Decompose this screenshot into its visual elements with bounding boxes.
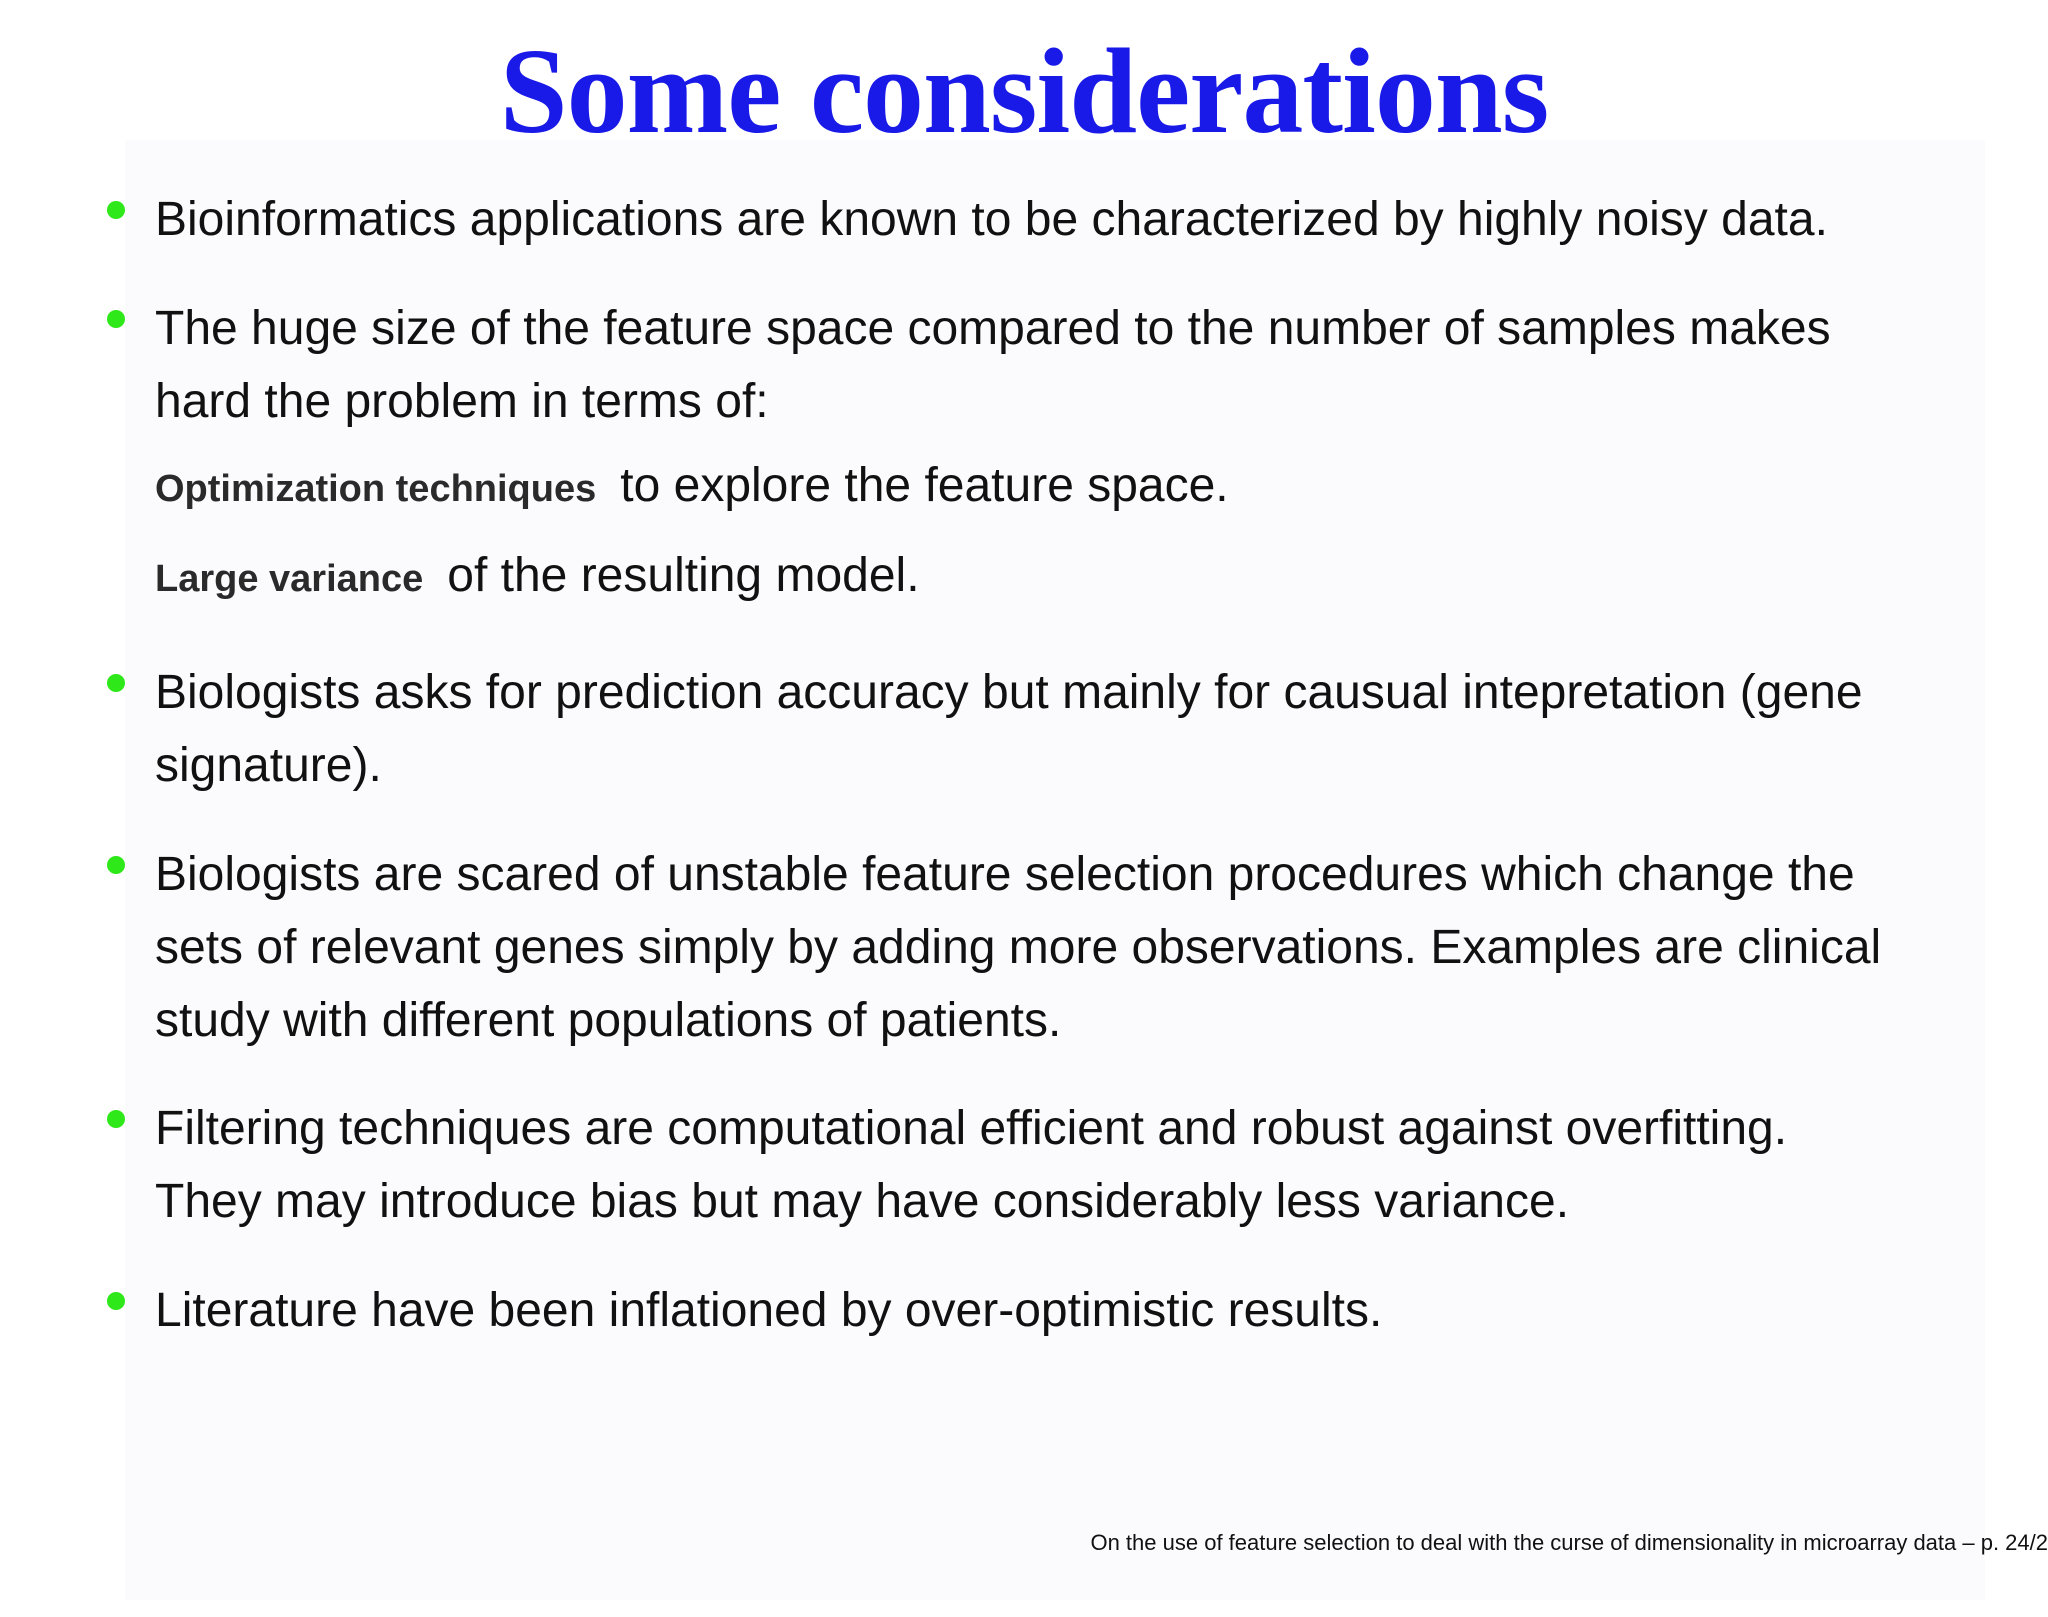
bullet-dot-icon <box>107 674 125 692</box>
sub-item <box>155 458 1955 513</box>
sub-item-text: to explore the feature space. <box>620 459 1229 512</box>
sub-item-term: Optimization techniques <box>155 468 597 510</box>
bullet-dot-icon <box>107 201 125 219</box>
slide-title: Some considerations <box>499 24 1549 159</box>
bullet-dot-icon <box>107 856 125 874</box>
bullet-text: Literature have been inflationed by over-optimistic results. <box>155 1284 1383 1337</box>
sub-item <box>155 548 1955 603</box>
bullet-text: Filtering techniques are computational efficient and robust against overfitting. They may introduce bias but may have considerably less variance. <box>155 1102 1788 1228</box>
bullet-dot-icon <box>107 1292 125 1310</box>
bullet-text: Bioinformatics applications are known to be characterized by highly noisy data. <box>155 193 1828 246</box>
bullet-text: Biologists are scared of unstable feature selection procedures which change the sets of relevant genes simply by adding more observations. Examples are clinical study with different populations of patients. <box>155 848 1882 1047</box>
bullet-dot-icon <box>107 1110 125 1128</box>
slide-footer: On the use of feature selection to deal with the curse of dimensionality in microarray data – p. 24/2 <box>1090 1530 2048 1555</box>
sub-item-term: Large variance <box>155 558 424 600</box>
bullet-text: Biologists asks for prediction accuracy but mainly for causual intepretation (gene signature). <box>155 666 1863 792</box>
bullet-dot-icon <box>107 310 125 328</box>
sub-item-text: of the resulting model. <box>447 549 920 602</box>
bullet-text: The huge size of the feature space compared to the number of samples makes hard the problem in terms of: <box>155 302 1831 428</box>
